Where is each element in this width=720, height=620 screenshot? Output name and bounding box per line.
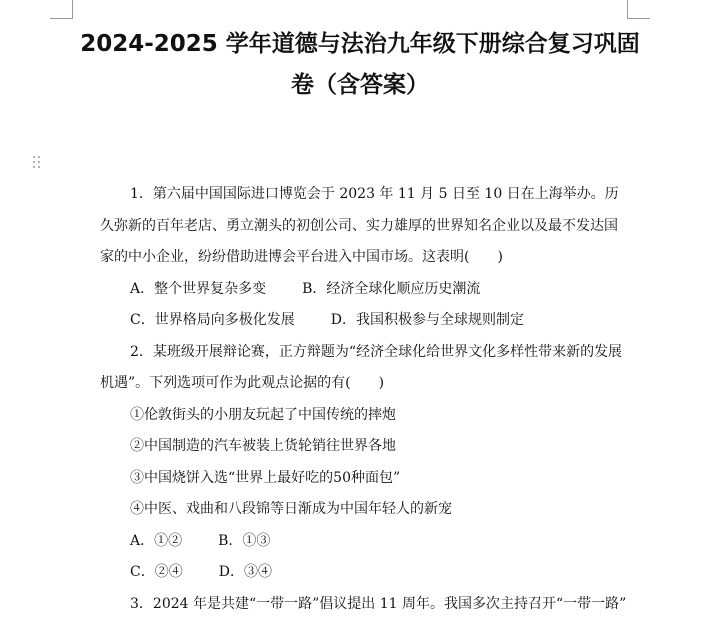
option-b: B．经济全球化顺应历史潮流 bbox=[302, 281, 480, 297]
page-corner-mark-top-right bbox=[627, 0, 650, 19]
question-1-stem: 1．第六届中国国际进口博览会于 2023 年 11 月 5 日至 10 日在上海举办。历久弥新的百年老店、勇立潮头的初创公司、实力雄厚的世界知名企业以及最不发达国家的中小企业，纷纷借助进博会平台进入中国市场。这表明( ) bbox=[100, 179, 628, 274]
question-1-options-row-1 bbox=[100, 274, 628, 306]
option-c: C．②④ bbox=[130, 564, 183, 580]
question-2-statement-3: ③中国烧饼入选“世界上最好吃的50种面包” bbox=[100, 463, 628, 495]
option-a: A．整个世界复杂多变 bbox=[130, 281, 266, 297]
option-d: D．③④ bbox=[219, 564, 272, 580]
option-a: A．①② bbox=[130, 533, 182, 549]
page-corner-mark-top-left bbox=[50, 0, 73, 19]
drag-handle-icon[interactable] bbox=[31, 154, 43, 172]
option-b: B．①③ bbox=[218, 533, 270, 549]
question-2-statement-4: ④中医、戏曲和八段锦等日渐成为中国年轻人的新宠 bbox=[100, 494, 628, 526]
document-title: 2024-2025 学年道德与法治九年级下册综合复习巩固卷（含答案） bbox=[70, 24, 650, 106]
question-1-options-row-2 bbox=[100, 305, 628, 337]
question-2-stem: 2．某班级开展辩论赛，正方辩题为“经济全球化给世界文化多样性带来新的发展机遇”。下列选项可作为此观点论据的有( ) bbox=[100, 337, 628, 400]
option-d: D．我国积极参与全球规则制定 bbox=[331, 312, 524, 328]
option-c: C．世界格局向多极化发展 bbox=[130, 312, 295, 328]
question-2-statement-2: ②中国制造的汽车被装上货轮销往世界各地 bbox=[100, 431, 628, 463]
question-3-stem: 3．2024 年是共建“一带一路”倡议提出 11 周年。我国多次主持召开“一带一路” bbox=[100, 589, 628, 620]
question-2-options-row-1 bbox=[100, 526, 628, 558]
question-2-statement-1: ①伦敦街头的小朋友玩起了中国传统的摔炮 bbox=[100, 400, 628, 432]
question-2-options-row-2 bbox=[100, 557, 628, 589]
document-body bbox=[100, 179, 628, 620]
